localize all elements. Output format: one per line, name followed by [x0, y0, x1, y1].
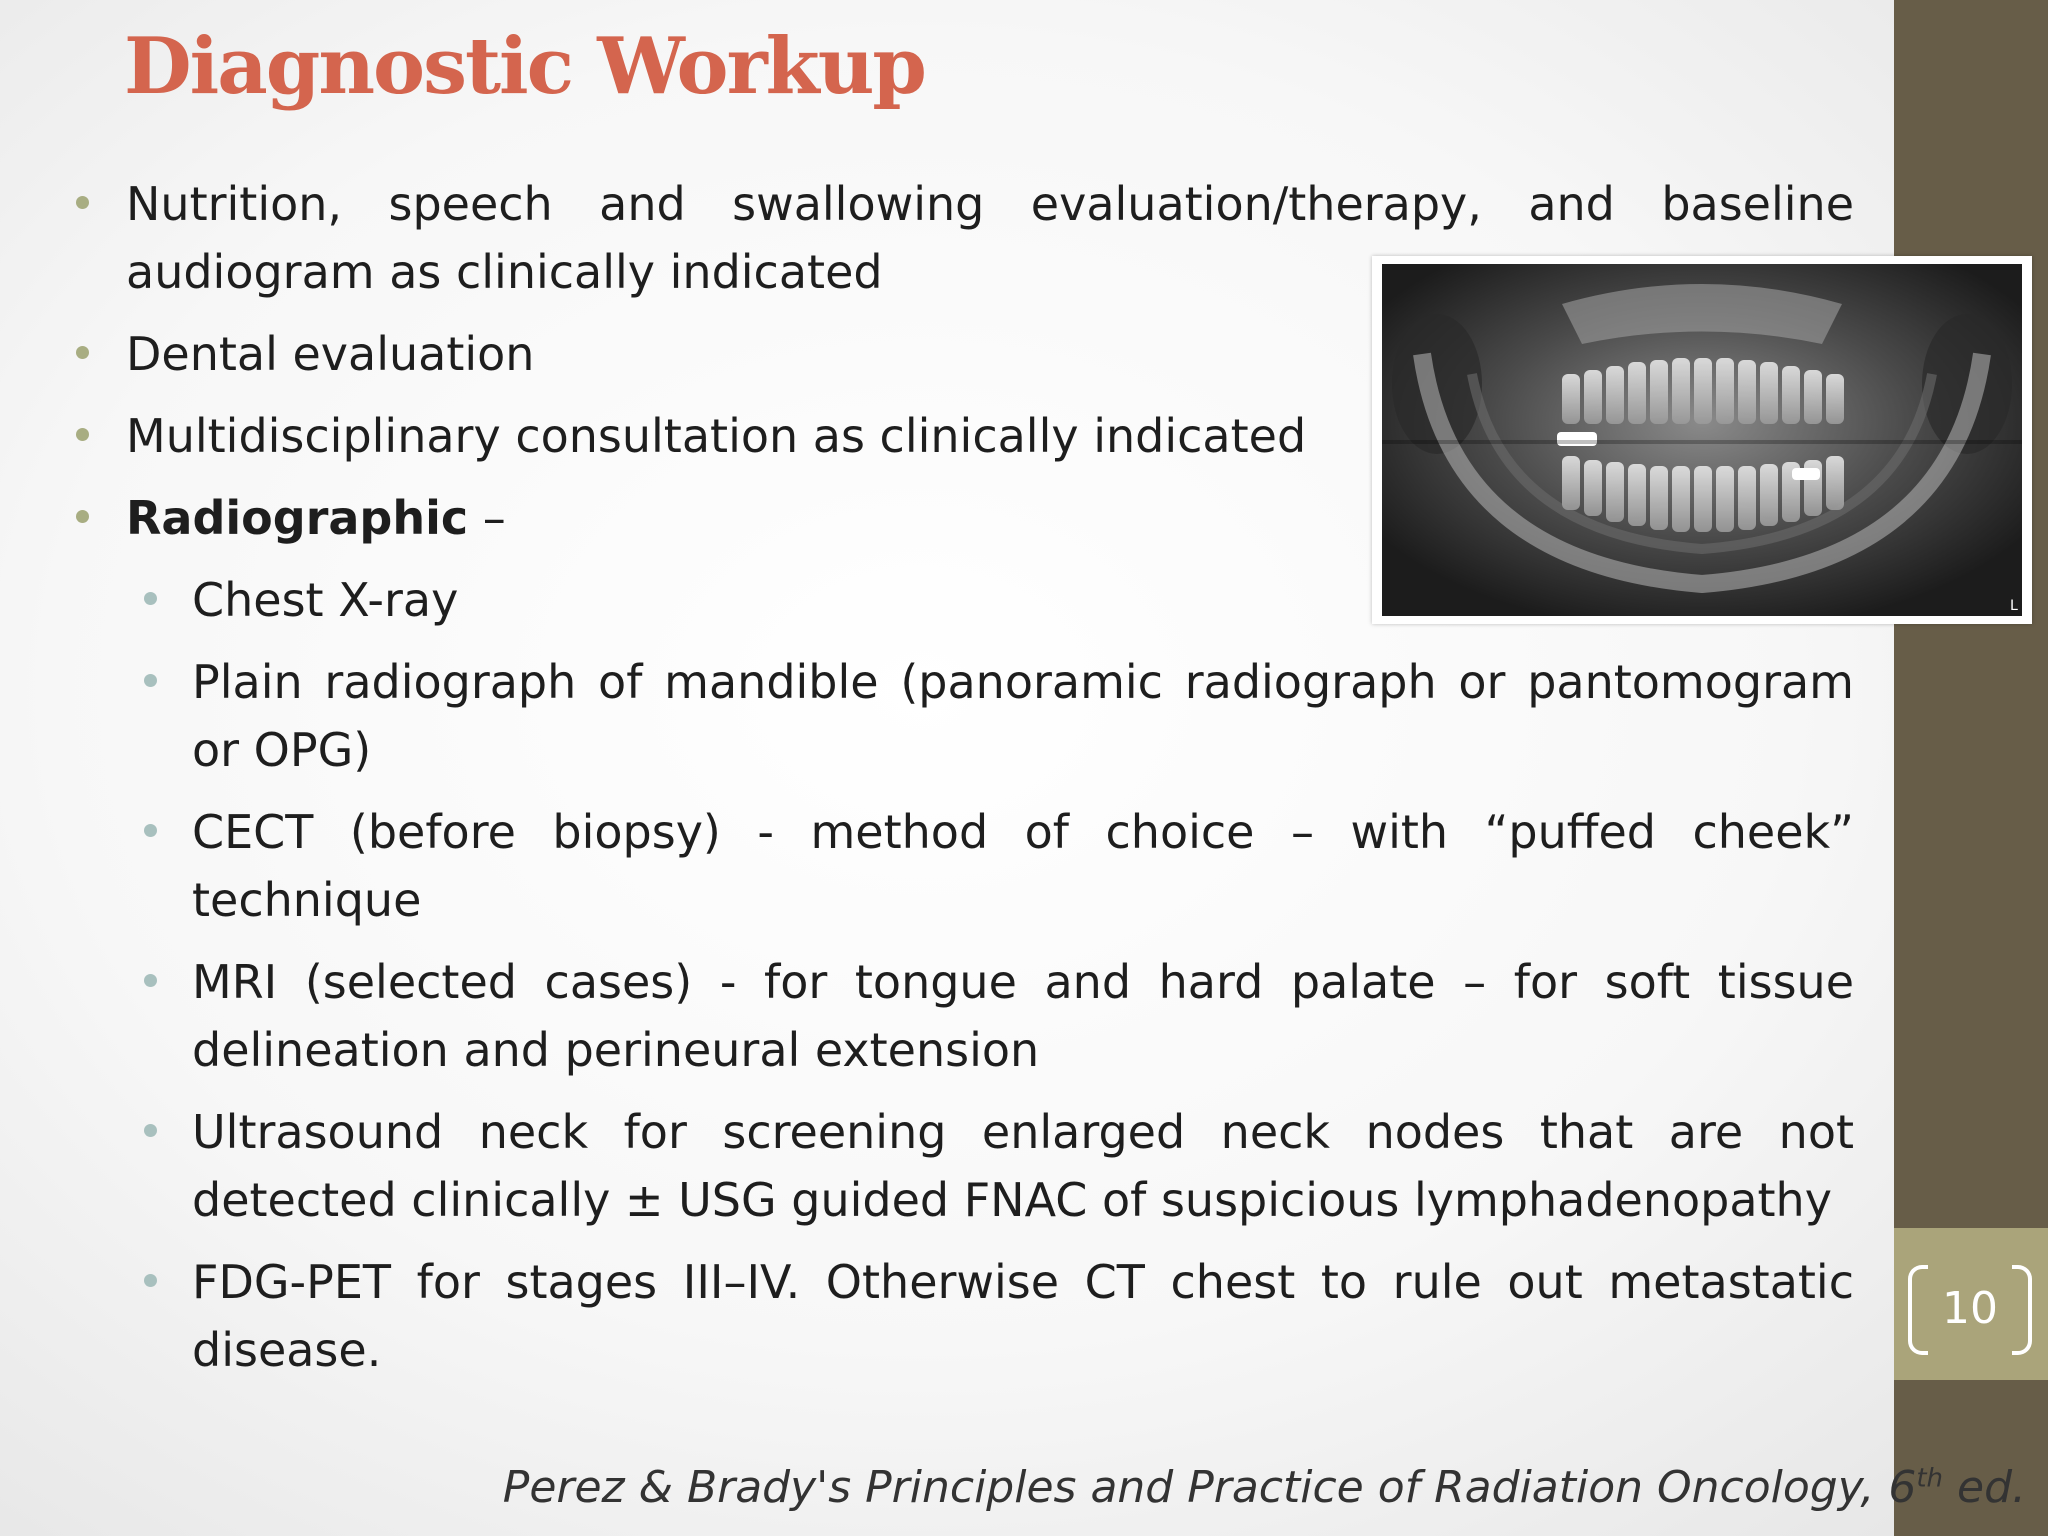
bullet-icon [144, 674, 157, 687]
sub-bullet-text: FDG-PET for stages III–IV. Otherwise CT chest to rule out metastatic disease. [192, 1255, 1854, 1377]
bullet-icon [144, 974, 157, 987]
citation [503, 1462, 2026, 1513]
bullet-icon [76, 196, 89, 209]
xray-marker: L [2010, 598, 2018, 614]
bullet-text: Dental evaluation [126, 327, 535, 381]
bullet-text: Multidisciplinary consultation as clinically indicated [126, 409, 1307, 463]
bullet-icon [144, 1124, 157, 1137]
left-brace-icon [1908, 1265, 1928, 1355]
sub-bullet-text: Ultrasound neck for screening enlarged neck nodes that are not detected clinically ± USG guided FNAC of suspicious lymphadenopathy [192, 1105, 1854, 1227]
slide-title: Diagnostic Workup [124, 21, 925, 112]
right-brace-icon [2012, 1265, 2032, 1355]
bullet-text: Nutrition, speech and swallowing evaluation/therapy, and baseline audiogram as clinically indicated [126, 177, 1854, 299]
radiographic-label: Radiographic [126, 491, 469, 545]
panoramic-xray-image [1372, 256, 2032, 624]
sub-bullet-text: MRI (selected cases) - for tongue and hard palate – for soft tissue delineation and perineural extension [192, 955, 1854, 1077]
bullet-icon [76, 428, 89, 441]
citation-superscript: th [1916, 1463, 1944, 1494]
bullet-icon [144, 1274, 157, 1287]
sub-bullet-text: CECT (before biopsy) - method of choice – with “puffed cheek” technique [192, 805, 1854, 927]
bullet-icon [76, 510, 89, 523]
citation-suffix: ed. [1943, 1462, 2026, 1513]
sub-bullet-text: Plain radiograph of mandible (panoramic radiograph or pantomogram or OPG) [192, 655, 1854, 777]
bullet-icon [76, 346, 89, 359]
sub-bullet-text: Chest X-ray [192, 573, 459, 627]
bullet-icon [144, 592, 157, 605]
bullet-icon [144, 824, 157, 837]
page-number: 10 [1942, 1283, 1998, 1334]
radiographic-suffix: – [468, 491, 506, 545]
citation-text: Perez & Brady's Principles and Practice of Radiation Oncology, 6 [502, 1462, 1917, 1513]
xray-graphic [1382, 264, 2022, 616]
